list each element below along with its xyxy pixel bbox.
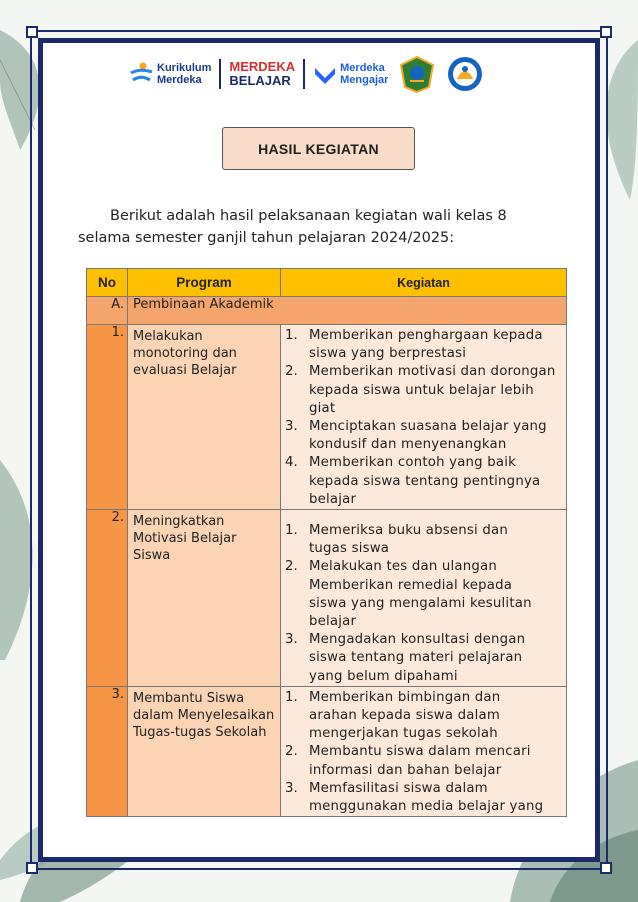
logo-separator xyxy=(219,59,221,89)
logo-line: MERDEKA xyxy=(229,59,296,74)
list-item xyxy=(285,418,562,454)
list-item xyxy=(285,327,562,363)
merdeka-mengajar-icon xyxy=(313,62,337,86)
list-item xyxy=(285,522,562,558)
program-cell xyxy=(128,510,281,687)
item-line: informasi dan bahan belajar xyxy=(309,762,502,778)
program-line: Membantu Siswa xyxy=(133,690,245,706)
item-line: siswa yang mengalami kesulitan xyxy=(309,595,532,611)
intro-paragraph xyxy=(78,205,548,249)
page-title: HASIL KEGIATAN xyxy=(222,127,415,170)
kegiatan-cell xyxy=(281,325,567,510)
logo-line: Kurikulum xyxy=(157,62,212,74)
logo-line: Mengajar xyxy=(340,74,389,86)
header-logos xyxy=(128,54,484,94)
program-line: Motivasi Belajar xyxy=(133,531,237,547)
item-text xyxy=(309,418,562,454)
frame-corner xyxy=(26,26,38,38)
logo-line: Merdeka xyxy=(340,62,385,74)
item-line: Memeriksa buku absensi dan xyxy=(309,523,508,539)
item-line: tugas siswa xyxy=(309,541,390,557)
item-text xyxy=(309,522,562,558)
program-line: Tugas-tugas Sekolah xyxy=(133,724,267,740)
header-program: Program xyxy=(128,269,281,297)
item-line: Memberikan contoh yang baik xyxy=(309,455,517,471)
program-line: monotoring dan xyxy=(133,346,237,361)
frame-corner xyxy=(600,862,612,874)
item-number: 1. xyxy=(285,689,298,705)
program-line: evaluasi Belajar xyxy=(133,363,237,378)
intro-line: Berikut adalah hasil pelaksanaan kegiatan wali kelas 8 xyxy=(110,208,507,224)
item-line: Membantu siswa dalam mencari xyxy=(309,744,531,760)
item-line: Mengadakan konsultasi dengan xyxy=(309,632,526,648)
item-line: Melakukan tes dan ulangan xyxy=(309,559,497,575)
list-item xyxy=(285,454,562,509)
list-item xyxy=(285,631,562,686)
item-text xyxy=(309,558,562,631)
header-kegiatan: Kegiatan xyxy=(281,269,567,297)
logo-separator xyxy=(303,59,305,89)
table-row xyxy=(87,510,567,687)
row-number: 1. xyxy=(87,325,128,510)
item-text xyxy=(309,780,562,816)
item-number: 1. xyxy=(285,328,298,343)
item-line: Memberikan remedial kepada xyxy=(309,577,513,593)
section-no: A. xyxy=(87,297,128,325)
section-label: Pembinaan Akademik xyxy=(128,297,567,325)
item-number: 1. xyxy=(285,523,298,539)
kegiatan-list xyxy=(285,689,562,816)
activity-table xyxy=(86,268,567,817)
table-row xyxy=(87,325,567,510)
item-line: giat xyxy=(309,400,336,416)
item-number: 2. xyxy=(285,364,298,380)
item-line: belajar xyxy=(309,614,357,630)
item-line: belajar xyxy=(309,491,357,507)
regional-emblem-icon xyxy=(398,55,436,93)
program-line: Siswa xyxy=(133,548,171,564)
table-row xyxy=(87,686,567,816)
item-text xyxy=(309,454,562,509)
program-cell xyxy=(128,686,281,816)
item-line: yang belum dipahami xyxy=(309,668,458,684)
frame-corner xyxy=(600,26,612,38)
item-number: 2. xyxy=(285,744,298,760)
kegiatan-list xyxy=(285,522,562,686)
item-line: Menciptakan suasana belajar yang xyxy=(309,419,547,435)
item-line: menggunakan media belajar yang xyxy=(309,799,544,815)
item-line: kepada siswa untuk belajar lebih xyxy=(309,382,534,398)
header-no: No xyxy=(87,269,128,297)
merdeka-mengajar-logo xyxy=(313,62,388,86)
item-line: Memberikan bimbingan dan xyxy=(309,689,501,705)
list-item xyxy=(285,780,562,816)
row-number: 3. xyxy=(87,686,128,816)
kegiatan-cell xyxy=(281,510,567,687)
row-number: 2. xyxy=(87,510,128,687)
item-text xyxy=(309,363,562,418)
item-number: 3. xyxy=(285,780,298,796)
program-cell xyxy=(128,325,281,510)
merdeka-belajar-logo xyxy=(229,60,295,88)
list-item xyxy=(285,743,562,779)
item-line: Memfasilitasi siswa dalam xyxy=(309,780,488,796)
item-number: 3. xyxy=(285,419,298,435)
item-line: kondusif dan menyenangkan xyxy=(309,437,507,453)
item-line: Memberikan motivasi dan dorongan xyxy=(309,364,556,380)
item-line: mengerjakan tugas sekolah xyxy=(309,726,498,742)
logo-line: Merdeka xyxy=(157,74,202,86)
item-number: 3. xyxy=(285,632,298,648)
item-line: Memberikan penghargaan kepada xyxy=(309,328,543,343)
kegiatan-list xyxy=(285,327,562,509)
intro-line: selama semester ganjil tahun pelajaran 2024/2025: xyxy=(78,230,455,246)
kegiatan-cell xyxy=(281,686,567,816)
item-line: arahan kepada siswa dalam xyxy=(309,708,500,724)
item-line: siswa tentang materi pelajaran xyxy=(309,650,523,666)
item-text xyxy=(309,743,562,779)
frame-corner xyxy=(26,862,38,874)
item-line: siswa yang berprestasi xyxy=(309,346,467,362)
section-row xyxy=(87,297,567,325)
item-text xyxy=(309,327,562,363)
logo-line: BELAJAR xyxy=(229,73,291,88)
list-item xyxy=(285,558,562,631)
list-item xyxy=(285,363,562,418)
list-item xyxy=(285,689,562,744)
kurikulum-merdeka-icon xyxy=(128,61,154,87)
kurikulum-merdeka-logo xyxy=(128,61,211,87)
item-number: 4. xyxy=(285,455,298,471)
program-line: Meningkatkan xyxy=(133,514,225,530)
tut-wuri-handayani-icon xyxy=(446,55,484,93)
item-text xyxy=(309,631,562,686)
item-line: kepada siswa tentang pentingnya xyxy=(309,473,541,489)
item-number: 2. xyxy=(285,559,298,575)
program-line: Melakukan xyxy=(133,329,203,344)
table-header-row xyxy=(87,269,567,297)
item-text xyxy=(309,689,562,744)
program-line: dalam Menyelesaikan xyxy=(133,707,275,723)
